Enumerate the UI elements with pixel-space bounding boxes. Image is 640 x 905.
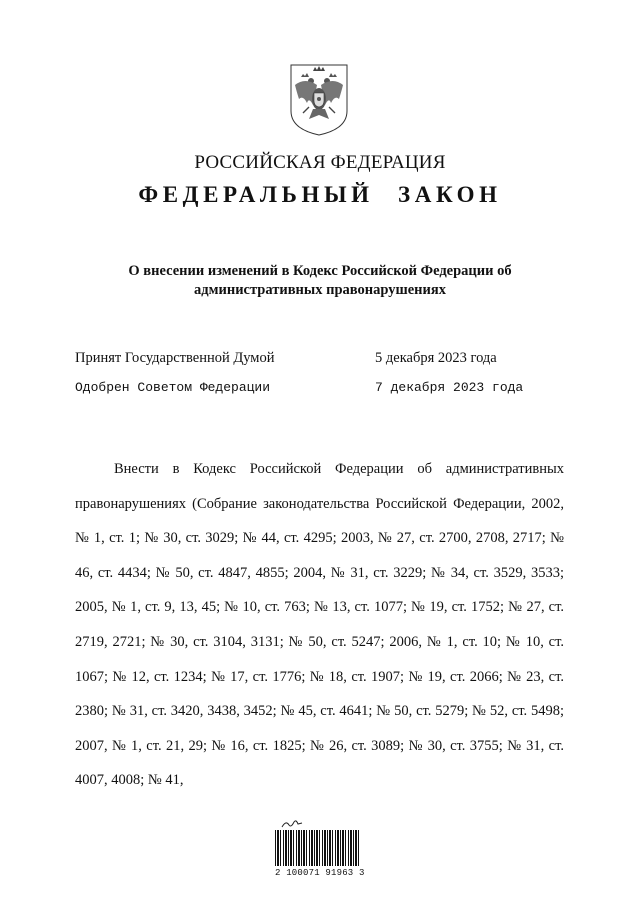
council-approval-date: 7 декабря 2023 года (375, 380, 524, 395)
duma-adoption-date: 5 декабря 2023 года (375, 350, 497, 366)
council-approval-label: Одобрен Советом Федерации (75, 380, 271, 395)
barcode-number: 2 100071 91963 3 (275, 868, 365, 878)
country-name: РОССИЙСКАЯ ФЕДЕРАЦИЯ (194, 152, 446, 173)
document-type: ФЕДЕРАЛЬНЫЙ ЗАКОН (138, 182, 502, 207)
signature-mark-icon (281, 818, 303, 830)
duma-adoption-label: Принят Государственной Думой (75, 350, 275, 366)
coat-of-arms-icon (287, 63, 351, 137)
law-body-paragraph: Внести в Кодекс Российской Федерации об административных правонарушениях (Собрание законодательства Российской Федерации, 2002, № 1, ст. 1; № 30, ст. 3029; № 44, ст. 4295; 2003, № 27, ст. 2700, 2708, 2717; № 46, ст. 4434; № 50, ст. 4847, 4855; 2004, № 31, ст. 3229; № 34, ст. 3529, 3533; 2005, № 1, ст. 9, 13, 45; № 10, ст. 763; № 13, ст. 1077; № 19, ст. 1752; № 27, ст. 2719, 2721; № 30, ст. 3104, 3131; № 50, ст. 5247; 2006, № 1, ст. 10; № 10, ст. 1067; № 12, ст. 1234; № 17, ст. 1776; № 18, ст. 1907; № 19, ст. 2066; № 23, ст. 2380; № 31, ст. 3420, 3438, 3452; № 45, ст. 4641; № 50, ст. 5279; № 52, ст. 5498; 2007, № 1, ст. 21, 29; № 16, ст. 1825; № 26, ст. 3089; № 30, ст. 3755; № 31, ст. 4007, 4008; № 41, (75, 461, 564, 789)
law-title: О внесении изменений в Кодекс Российской Федерации об административных правонарушениях (128, 263, 512, 298)
document-barcode (275, 818, 365, 880)
barcode-icon (275, 830, 359, 866)
